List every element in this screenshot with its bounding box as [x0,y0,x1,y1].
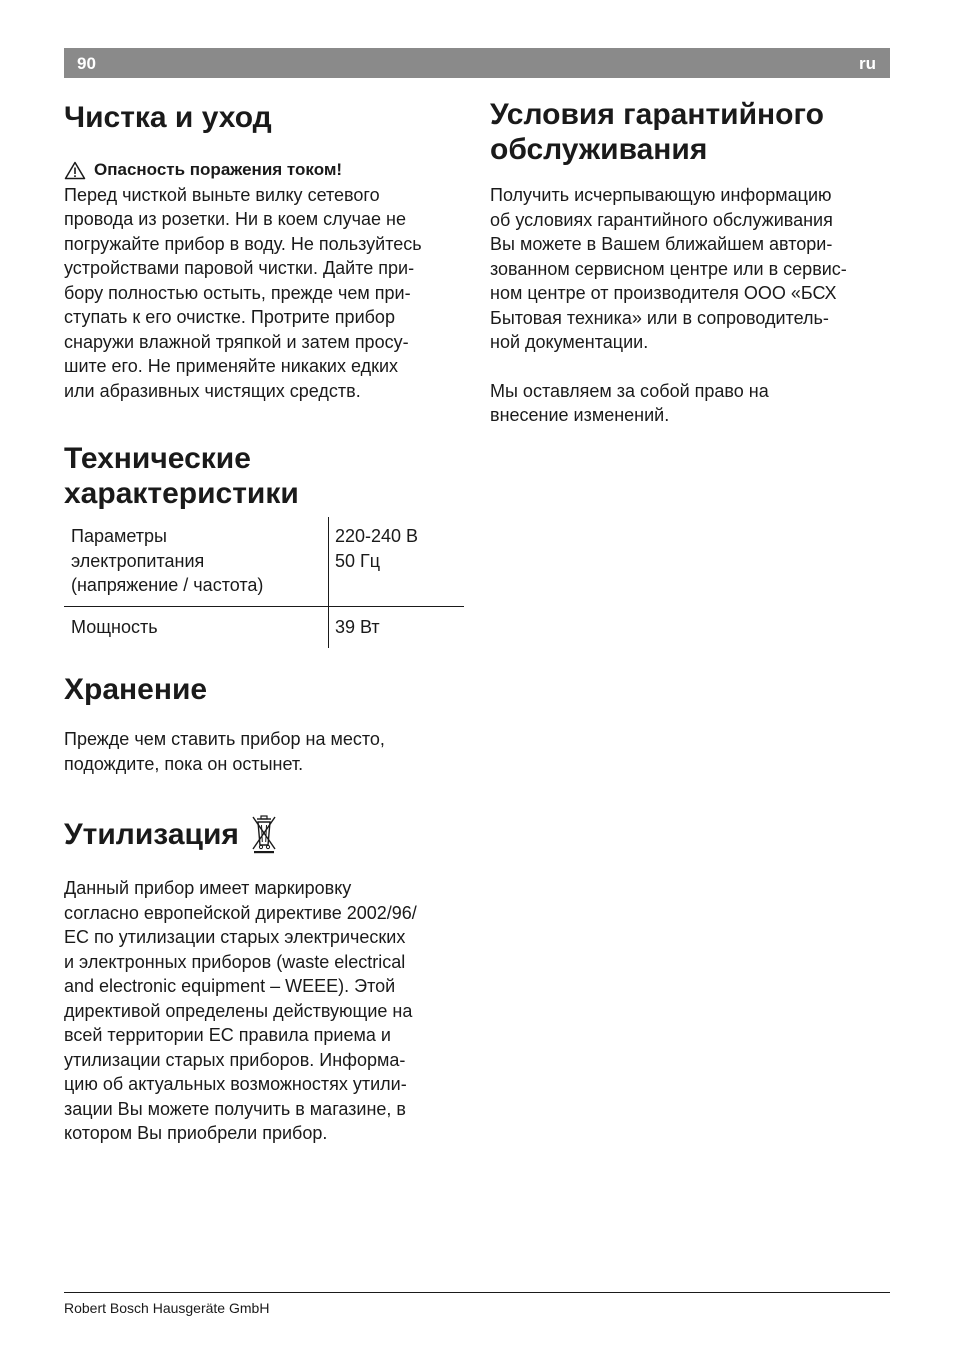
body-line: и электронных приборов (waste electrical [64,951,406,972]
page-header-bar [64,48,890,78]
specs-title-line: характеристики [64,477,299,510]
body-line: или абразивных чистящих средств. [64,380,361,401]
body-line: провода из розетки. Ни в коем случае не [64,209,406,229]
cell-line: (напряжение / частота) [71,575,264,595]
table-cell-value [329,606,465,648]
body-line: устройствами паровой чистки. Дайте при- [64,258,415,278]
body-line: ном центре от производителя ООО «БСХ [490,283,837,303]
warning-heading [64,158,464,183]
cell-line: 39 Вт [335,616,380,637]
disposal-section [64,814,464,1146]
body-line: директивой определены действующие на [64,1000,413,1021]
body-line: зованном сервисном центре или в сервис- [490,258,847,279]
body-line: цию об актуальных возможностях утили- [64,1074,407,1094]
warranty-title-line: обслуживания [490,133,708,166]
body-line: ступать к его очистке. Протрите прибор [64,307,395,327]
crossed-bin-icon [249,814,279,854]
cell-line: Мощность [71,616,158,637]
table-cell-label [64,606,329,648]
body-line: шите его. Не применяйте никаких едких [64,356,399,376]
specs-title-line: Технические [64,442,251,475]
body-line: Прежде чем ставить прибор на место, [64,729,385,749]
cell-line: 50 Гц [335,550,381,571]
body-line: EC по утилизации старых электрических [64,927,406,947]
cell-line: электропитания [71,550,205,571]
warranty-title-line: Условия гарантийного [490,98,824,131]
warning-label: Опасность поражения током! [94,160,343,179]
warranty-section [490,97,890,428]
body-line: подождите, пока он остынет. [64,753,304,774]
body-line: внесение изменений. [490,405,670,425]
body-line: зации Вы можете получить в магазине, в [64,1098,406,1119]
body-line: согласно европейской директиве 2002/96/ [64,902,417,923]
right-column [490,96,890,428]
left-column [64,96,464,1146]
body-line: котором Вы приобрели прибор. [64,1123,328,1143]
body-line: Перед чисткой выньте вилку сетевого [64,184,380,205]
footer-company: Robert Bosch Hausgeräte GmbH [64,1300,270,1316]
page-number: 90 [77,54,96,73]
warning-triangle-icon [64,161,86,180]
disposal-title-text: Утилизация [64,817,239,851]
warranty-title [490,97,890,167]
body-line: утилизации старых приборов. Информа- [64,1049,406,1070]
warranty-note [490,379,890,428]
footer-divider [64,1292,890,1293]
body-line: об условиях гарантийного обслуживания [490,209,833,230]
body-line: всей территории ЕС правила приема и [64,1025,391,1045]
table-cell-label [64,517,329,606]
specs-title [64,441,464,511]
cleaning-title: Чистка и уход [64,101,272,134]
storage-section [64,672,464,776]
body-line: снаружи влажной тряпкой и затем просу- [64,331,409,352]
cleaning-section [64,100,464,403]
table-cell-value [329,517,465,606]
storage-title: Хранение [64,673,208,706]
specs-table [64,517,464,648]
disposal-body [64,876,464,1146]
body-line: Вы можете в Вашем ближайшем автори- [490,234,833,254]
language-code: ru [859,54,876,73]
cell-line: Параметры [71,526,167,546]
body-line: Данный прибор имеет маркировку [64,878,352,898]
cleaning-body [64,183,464,404]
disposal-title [64,814,464,854]
body-line: ной документации. [490,332,649,352]
warranty-body [490,183,890,355]
cell-line: 220-240 В [335,526,419,546]
body-line: and electronic equipment – WEEE). Этой [64,976,396,996]
body-line: Получить исчерпывающую информацию [490,185,832,205]
body-line: бору полностью остыть, прежде чем при- [64,282,411,303]
storage-body [64,727,464,776]
body-line: погружайте прибор в воду. Не пользуйтесь [64,233,422,254]
body-line: Мы оставляем за собой право на [490,380,769,401]
table-row [64,606,464,648]
table-row [64,517,464,606]
specs-section [64,441,464,648]
body-line: Бытовая техника» или в сопроводитель- [490,307,829,328]
